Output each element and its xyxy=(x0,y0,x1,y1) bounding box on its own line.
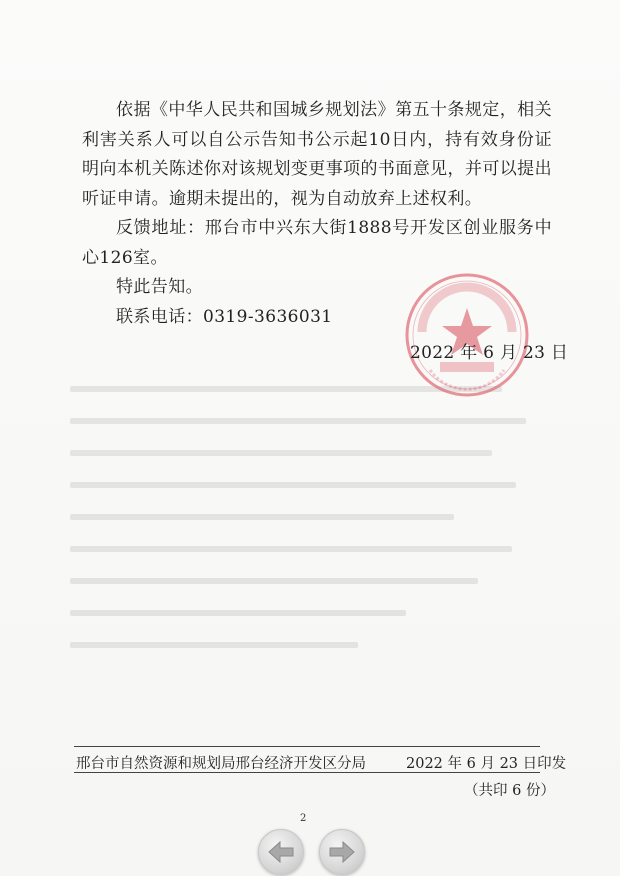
footer-bottom-rule xyxy=(74,772,540,773)
arrow-right-icon xyxy=(329,841,355,863)
print-date: 2022 年 6 月 23 日印发 xyxy=(406,756,567,772)
bleed-through-text xyxy=(70,360,550,690)
official-seal-icon xyxy=(402,270,532,400)
contact-phone: 联系电话：0319-3636031 xyxy=(116,306,333,327)
notice-date: 2022 年 6 月 23 日 xyxy=(410,343,569,363)
next-page-button[interactable] xyxy=(319,829,365,875)
notice-closing: 特此告知。 xyxy=(116,277,203,297)
footer-top-rule xyxy=(74,746,540,747)
legal-basis-paragraph: 依据《中华人民共和国城乡规划法》第五十条规定，相关利害关系人可以自公示告知书公示起10日内，持有效身份证明向本机关陈述你对该规划变更事项的书面意见，并可以提出听证申请。逾期未提出的，视为自动放弃上述权利。 xyxy=(82,100,552,209)
previous-page-button[interactable] xyxy=(258,829,304,875)
arrow-left-icon xyxy=(268,841,294,863)
page-number: 2 xyxy=(300,813,307,824)
copies-count: （共印 6 份） xyxy=(464,783,555,799)
feedback-address-paragraph: 反馈地址：邢台市中兴东大街1888号开发区创业服务中心126室。 xyxy=(82,218,552,268)
issuing-authority: 邢台市自然资源和规划局邢台经济开发区分局 xyxy=(76,756,366,772)
